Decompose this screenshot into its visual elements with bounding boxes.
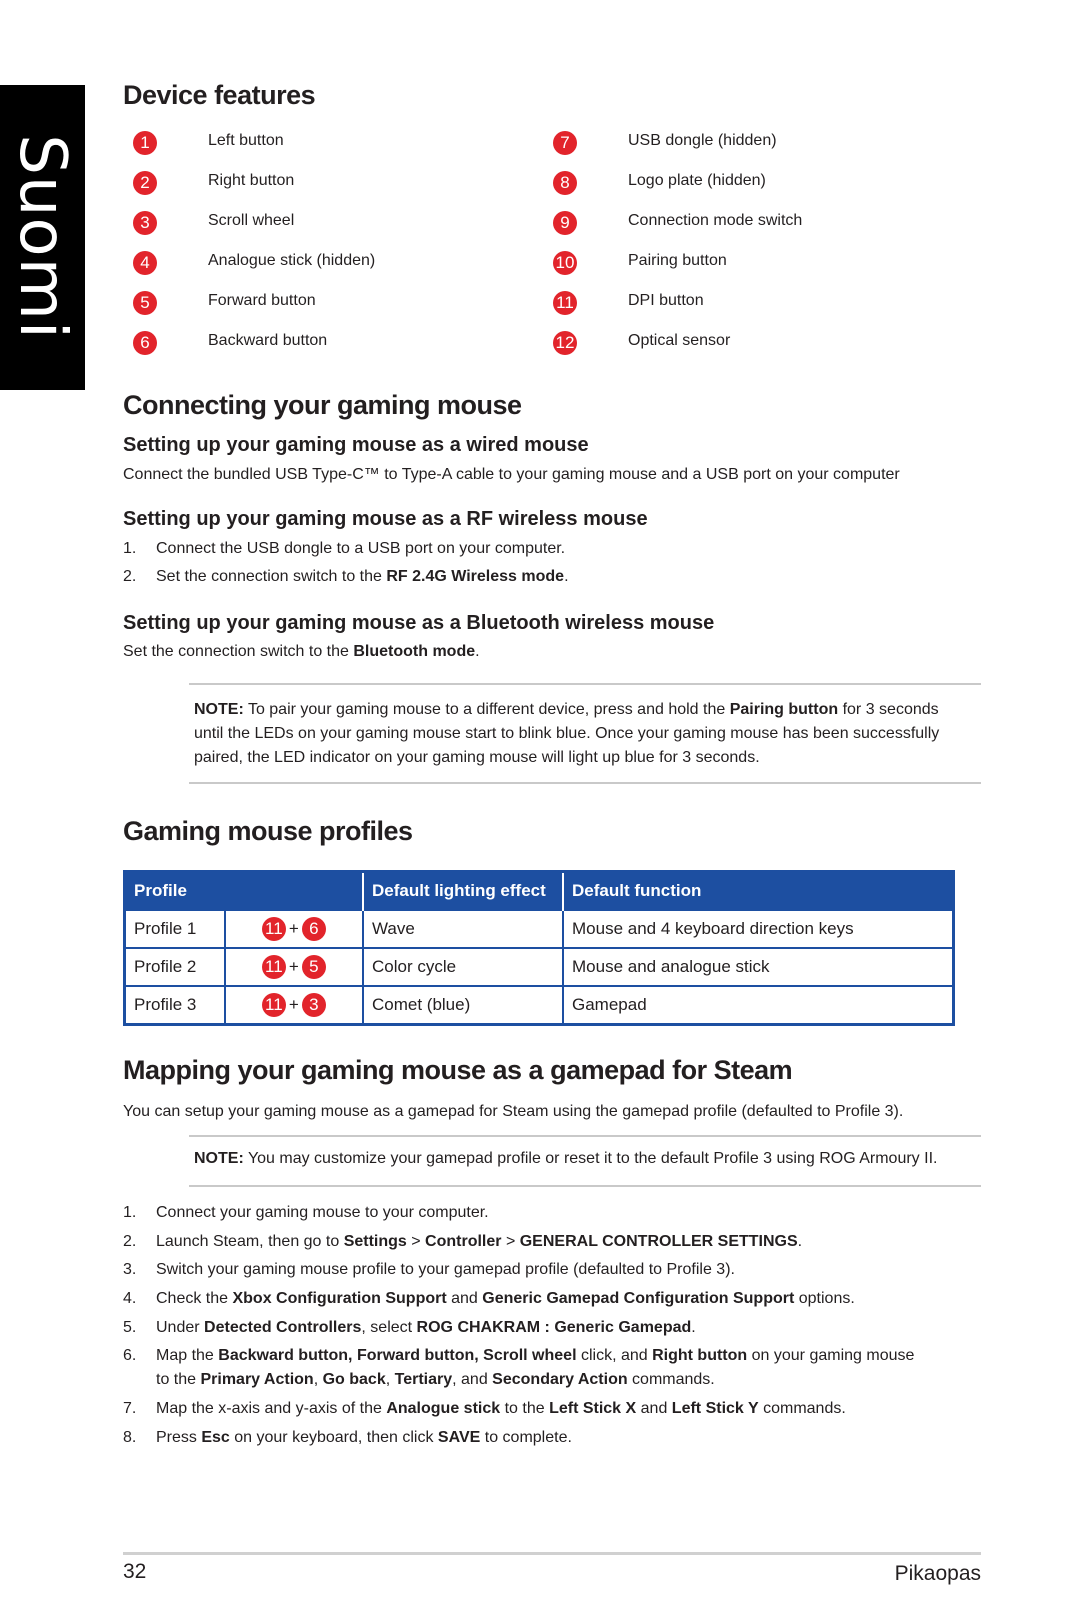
feature-item	[133, 251, 533, 281]
feature-label: Connection mode switch	[628, 212, 803, 229]
plus-sign: +	[288, 919, 299, 938]
steam-title: Mapping your gaming mouse as a gamepad for Steam	[123, 1055, 793, 1085]
button-badge: 5	[302, 955, 326, 979]
lighting-effect: Wave	[363, 910, 563, 948]
feature-item	[553, 331, 953, 361]
steam-note-divider-bottom	[189, 1185, 981, 1187]
feature-label: Logo plate (hidden)	[628, 172, 766, 189]
feature-number-badge: 12	[553, 331, 577, 355]
profile-name: Profile 1	[125, 910, 225, 948]
feature-number-badge: 4	[133, 251, 157, 275]
footer-title: Pikaopas	[894, 1562, 981, 1585]
button-combo	[225, 948, 363, 986]
steam-step-7: 7. Map the x-axis and y-axis of the Analogue stick to the Left Stick X and Left Stick Y commands.	[123, 1400, 846, 1417]
table-row	[125, 948, 954, 986]
steam-intro: You can setup your gaming mouse as a gamepad for Steam using the gamepad profile (defaulted to Profile 3).	[123, 1103, 904, 1120]
button-combo	[225, 986, 363, 1025]
feature-item	[133, 291, 533, 321]
table-header-row	[125, 872, 954, 911]
feature-label: Left button	[208, 132, 284, 149]
feature-label: DPI button	[628, 292, 704, 309]
feature-item	[133, 331, 533, 361]
rf-step-2: 2. Set the connection switch to the RF 2.4G Wireless mode.	[123, 568, 569, 585]
feature-label: Scroll wheel	[208, 212, 295, 229]
steam-note: NOTE: You may customize your gamepad profile or reset it to the default Profile 3 using ROG Armoury II.	[194, 1150, 938, 1167]
button-badge: 3	[302, 993, 326, 1017]
feature-label: Optical sensor	[628, 332, 731, 349]
feature-item	[133, 131, 533, 161]
profile-name: Profile 3	[125, 986, 225, 1025]
bluetooth-heading: Setting up your gaming mouse as a Bluetooth wireless mouse	[123, 612, 715, 634]
button-badge: 11	[262, 955, 286, 979]
steam-step-2: 2. Launch Steam, then go to Settings > Controller > GENERAL CONTROLLER SETTINGS.	[123, 1233, 803, 1250]
button-badge: 6	[302, 917, 326, 941]
note-divider-bottom	[189, 782, 981, 784]
profiles-title: Gaming mouse profiles	[123, 816, 413, 846]
feature-item	[553, 211, 953, 241]
steam-step-3: 3. Switch your gaming mouse profile to your gamepad profile (defaulted to Profile 3).	[123, 1261, 735, 1278]
header-lighting: Default lighting effect	[363, 872, 563, 911]
device-features-title: Device features	[123, 80, 316, 110]
steam-step-6: 6. Map the Backward button, Forward button, Scroll wheel click, and Right button on your gaming mouse to the Primary Action, Go back, Tertiary, and Secondary Action commands.	[123, 1347, 915, 1388]
rf-heading: Setting up your gaming mouse as a RF wireless mouse	[123, 508, 648, 530]
connecting-title: Connecting your gaming mouse	[123, 390, 522, 420]
steam-note-divider-top	[189, 1135, 981, 1137]
profiles-table	[123, 870, 955, 1026]
feature-number-badge: 11	[553, 291, 577, 315]
plus-sign: +	[288, 957, 299, 976]
header-function: Default function	[563, 872, 954, 911]
feature-item	[553, 131, 953, 161]
feature-number-badge: 9	[553, 211, 577, 235]
lighting-effect: Comet (blue)	[363, 986, 563, 1025]
steam-step-4: 4. Check the Xbox Configuration Support and Generic Gamepad Configuration Support options.	[123, 1290, 855, 1307]
feature-number-badge: 3	[133, 211, 157, 235]
feature-item	[553, 251, 953, 281]
wired-text: Connect the bundled USB Type-C™ to Type-A cable to your gaming mouse and a USB port on your computer	[123, 466, 900, 483]
steam-step-8: 8. Press Esc on your keyboard, then click SAVE to complete.	[123, 1429, 572, 1446]
feature-label: Analogue stick (hidden)	[208, 252, 376, 269]
table-row	[125, 986, 954, 1025]
default-function: Mouse and analogue stick	[563, 948, 954, 986]
header-profile: Profile	[125, 872, 364, 911]
steam-step-5: 5. Under Detected Controllers, select ROG CHAKRAM : Generic Gamepad.	[123, 1319, 696, 1336]
feature-label: Backward button	[208, 332, 328, 349]
feature-label: USB dongle (hidden)	[628, 132, 777, 149]
steam-step-1: 1. Connect your gaming mouse to your computer.	[123, 1204, 489, 1221]
button-combo	[225, 910, 363, 948]
feature-number-badge: 2	[133, 171, 157, 195]
feature-number-badge: 5	[133, 291, 157, 315]
feature-label: Pairing button	[628, 252, 727, 269]
feature-number-badge: 1	[133, 131, 157, 155]
footer-divider	[123, 1552, 981, 1555]
default-function: Mouse and 4 keyboard direction keys	[563, 910, 954, 948]
feature-number-badge: 6	[133, 331, 157, 355]
feature-item	[133, 211, 533, 241]
feature-number-badge: 7	[553, 131, 577, 155]
rf-step-1: 1. Connect the USB dongle to a USB port on your computer.	[123, 540, 566, 557]
language-tab-label: Suomi	[5, 134, 79, 340]
feature-item	[553, 171, 953, 201]
plus-sign: +	[288, 995, 299, 1014]
wired-heading: Setting up your gaming mouse as a wired mouse	[123, 434, 589, 456]
feature-number-badge: 8	[553, 171, 577, 195]
feature-item	[133, 171, 533, 201]
bluetooth-text: Set the connection switch to the Bluetooth mode.	[123, 643, 480, 660]
feature-item	[553, 291, 953, 321]
pairing-note: NOTE: To pair your gaming mouse to a different device, press and hold the Pairing button for 3 seconds until the LEDs on your gaming mouse start to blink blue. Once your gaming mouse has been successfully paired, the LED indicator on your gaming mouse will light up blue for 3 seconds.	[194, 701, 940, 766]
button-badge: 11	[262, 993, 286, 1017]
lighting-effect: Color cycle	[363, 948, 563, 986]
feature-label: Forward button	[208, 292, 316, 309]
button-badge: 11	[262, 917, 286, 941]
feature-number-badge: 10	[553, 251, 577, 275]
profile-name: Profile 2	[125, 948, 225, 986]
default-function: Gamepad	[563, 986, 954, 1025]
note-divider-top	[189, 683, 981, 685]
page-number: 32	[123, 1560, 147, 1583]
table-row	[125, 910, 954, 948]
feature-label: Right button	[208, 172, 295, 189]
